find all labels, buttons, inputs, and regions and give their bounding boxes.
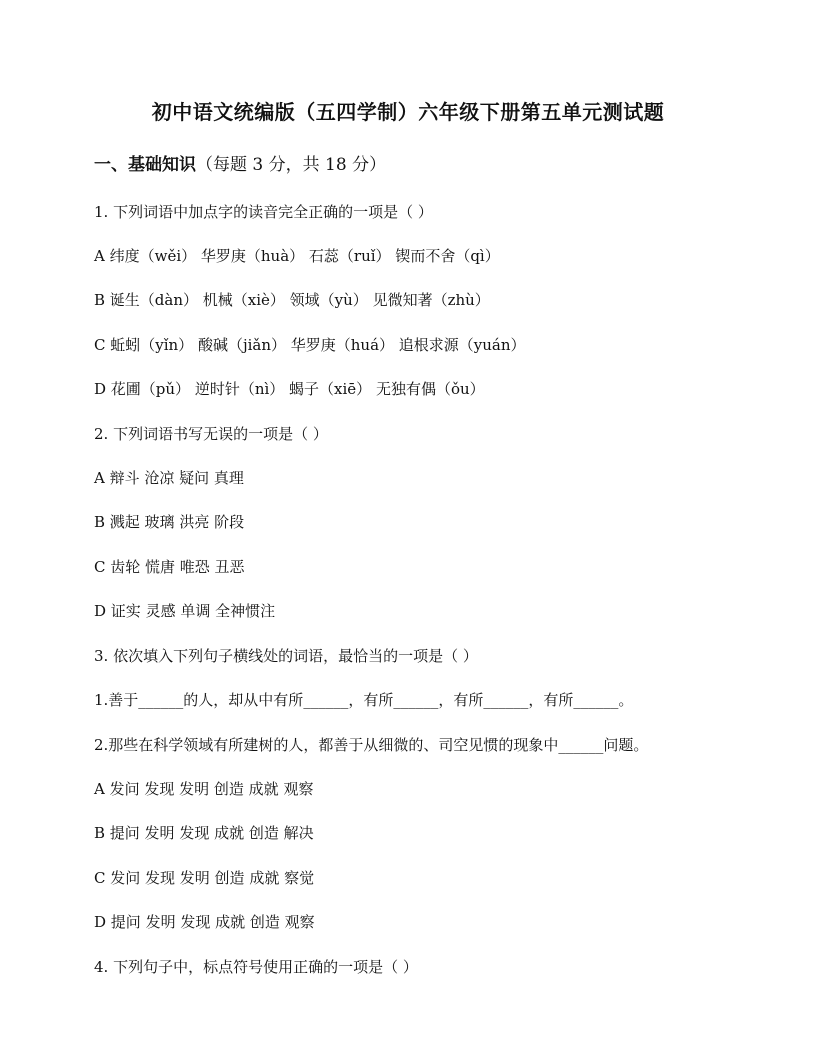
question-3-option-b: B 提问 发明 发现 成就 创造 解决 xyxy=(94,824,314,842)
question-4-stem: 4. 下列句子中，标点符号使用正确的一项是（ ） xyxy=(94,958,418,976)
question-3-option-d: D 提问 发明 发现 成就 创造 观察 xyxy=(94,913,315,931)
page-title: 初中语文统编版（五四学制）六年级下册第五单元测试题 xyxy=(151,100,665,124)
section-heading-note: （每题 3 分，共 18 分） xyxy=(196,155,387,175)
question-2-option-b: B 溅起 玻璃 洪亮 阶段 xyxy=(94,513,245,531)
question-2-option-d: D 证实 灵感 单调 全神惯注 xyxy=(94,602,276,620)
question-3-option-c: C 发问 发现 发明 创造 成就 察觉 xyxy=(94,869,315,887)
question-3-stem: 3. 依次填入下列句子横线处的词语，最恰当的一项是（ ） xyxy=(94,647,478,665)
question-2-option-c: C 齿轮 慌唐 唯恐 丑恶 xyxy=(94,558,245,576)
question-2-option-a: A 辩斗 沧凉 疑问 真理 xyxy=(94,469,244,487)
section-heading-label: 一、基础知识 xyxy=(94,155,196,175)
question-1-option-c: C 蚯蚓（yǐn） 酸碱（jiǎn） 华罗庚（huá） 追根求源（yuán） xyxy=(94,336,526,354)
question-3-option-a: A 发问 发现 发明 创造 成就 观察 xyxy=(94,780,314,798)
question-1-stem: 1. 下列词语中加点字的读音完全正确的一项是（ ） xyxy=(94,203,433,221)
question-3-sentence-1: 1.善于______的人，却从中有所______，有所______，有所______，有所______。 xyxy=(94,691,634,709)
question-1-option-b: B 诞生（dàn） 机械（xiè） 领域（yù） 见微知著（zhù） xyxy=(94,291,490,309)
question-3-sentence-2: 2.那些在科学领域有所建树的人，都善于从细微的、司空见惯的现象中______问题。 xyxy=(94,736,649,754)
question-1-option-d: D 花圃（pǔ） 逆时针（nì） 蝎子（xiē） 无独有偶（ǒu） xyxy=(94,380,485,398)
question-1-option-a: A 纬度（wěi） 华罗庚（huà） 石蕊（ruǐ） 锲而不舍（qì） xyxy=(94,247,500,265)
section-heading xyxy=(94,150,386,175)
question-2-stem: 2. 下列词语书写无误的一项是（ ） xyxy=(94,425,328,443)
